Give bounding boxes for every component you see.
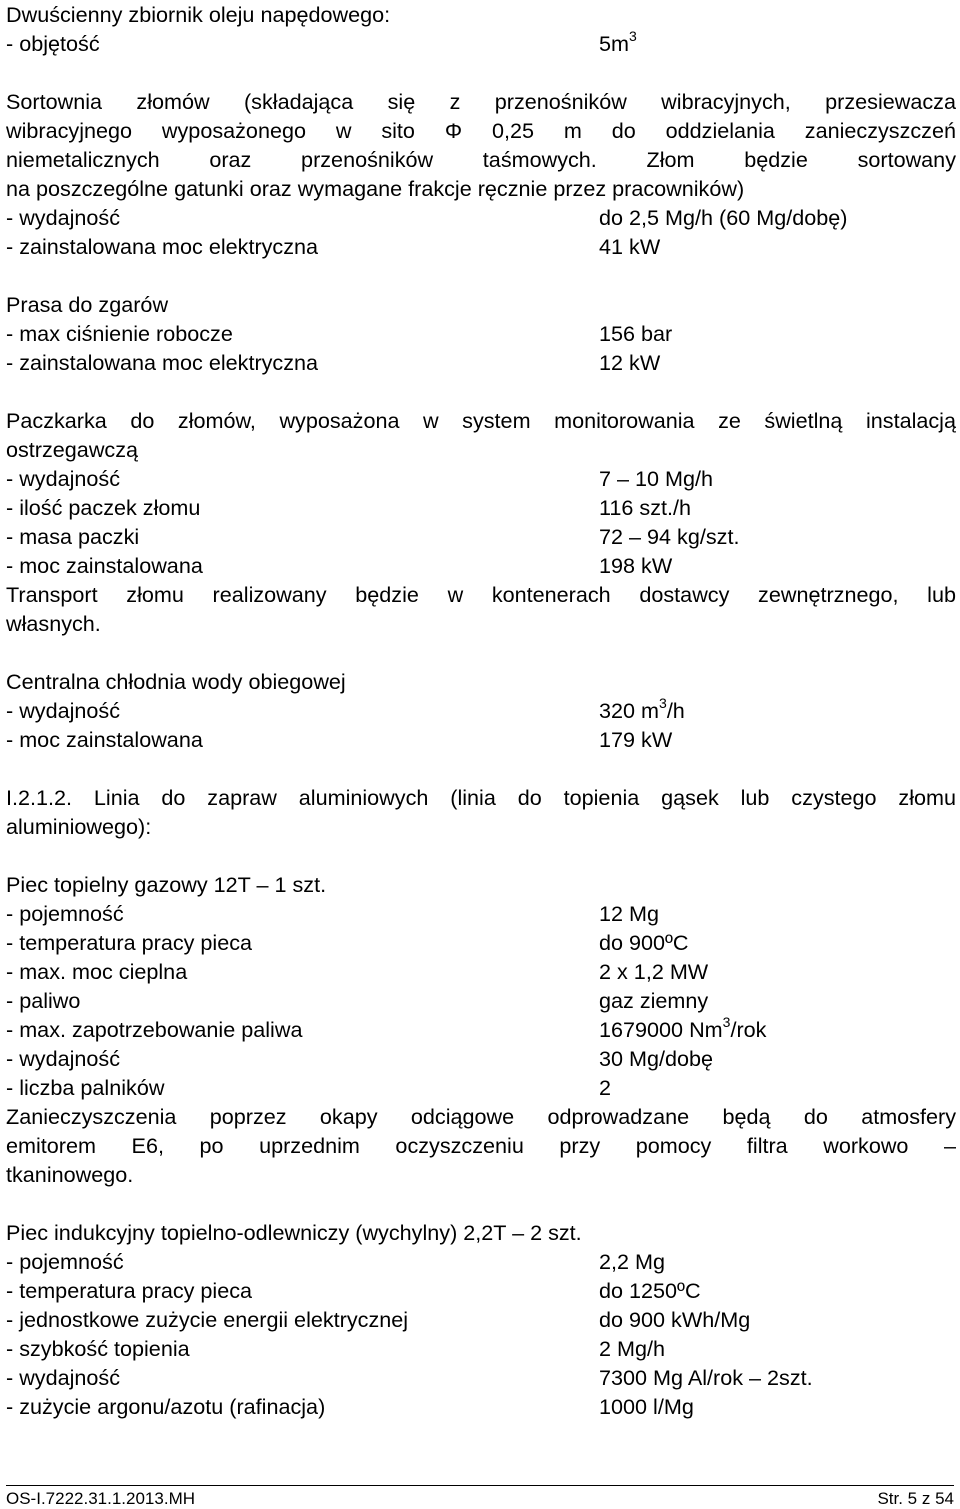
param-row	[6, 1247, 956, 1276]
param-label: - max. zapotrzebowanie paliwa	[6, 1017, 303, 1042]
document-id: OS-I.7222.31.1.2013.MH	[6, 1489, 196, 1508]
emission-line: tkaninowego.	[6, 1162, 134, 1187]
param-value: 198 kW	[599, 553, 673, 578]
baler-line: ostrzegawczą	[6, 437, 139, 462]
param-row	[6, 319, 956, 348]
param-label: - wydajność	[6, 466, 121, 491]
param-value: 12 kW	[599, 350, 661, 375]
param-row	[6, 551, 956, 580]
cooler-capacity-unit: /h	[666, 698, 685, 723]
param-row	[6, 928, 956, 957]
section-heading	[6, 783, 956, 812]
param-row	[6, 1392, 956, 1421]
param-row	[6, 899, 956, 928]
param-value: 41 kW	[599, 234, 661, 259]
superscript: 3	[722, 1013, 731, 1030]
param-value: 7300 Mg Al/rok – 2szt.	[599, 1365, 813, 1390]
paragraph-line	[6, 116, 956, 145]
param-row	[6, 232, 956, 261]
transport-line: Transport złomu realizowany będzie w kontenerach dostawcy zewnętrznego, lub	[6, 582, 956, 607]
param-row	[6, 203, 956, 232]
paragraph-line	[6, 1102, 956, 1131]
tank-title-text: Dwuścienny zbiornik oleju napędowego:	[6, 2, 391, 27]
param-label: - pojemność	[6, 901, 124, 926]
param-label: - wydajność	[6, 698, 121, 723]
cooler-capacity-value: 320 m	[599, 698, 660, 723]
paragraph-line	[6, 87, 956, 116]
paragraph-line	[6, 1160, 956, 1189]
baler-line: Paczkarka do złomów, wyposażona w system monitorowania ze świetlną instalacją	[6, 408, 956, 433]
sorting-line: na poszczególne gatunki oraz wymagane frakcje ręcznie przez pracowników)	[6, 176, 745, 201]
param-value	[599, 29, 637, 58]
sorting-line: wibracyjnego wyposażonego w sito Φ 0,25 m do oddzielania zanieczyszczeń	[6, 118, 956, 143]
tank-title	[6, 0, 956, 29]
section-heading	[6, 812, 956, 841]
param-row	[6, 1334, 956, 1363]
footer-divider	[6, 1485, 954, 1486]
param-value	[599, 1015, 766, 1044]
param-label: - jednostkowe zużycie energii elektrycznej	[6, 1307, 409, 1332]
param-row	[6, 1305, 956, 1334]
param-row	[6, 493, 956, 522]
tank-volume-value: 5m	[599, 31, 629, 56]
param-value: 156 bar	[599, 321, 673, 346]
param-row	[6, 464, 956, 493]
emission-line: emitorem E6, po uprzednim oczyszczeniu przy pomocy filtra workowo –	[6, 1133, 956, 1158]
param-value: 2 x 1,2 MW	[599, 959, 709, 984]
param-row	[6, 696, 956, 725]
superscript: 3	[659, 694, 667, 711]
press-title: Prasa do zgarów	[6, 292, 169, 317]
spacer	[6, 58, 956, 87]
paragraph-line	[6, 435, 956, 464]
param-label: - objętość	[6, 31, 100, 56]
param-value: 179 kW	[599, 727, 673, 752]
section-title	[6, 290, 956, 319]
cooler-title: Centralna chłodnia wody obiegowej	[6, 669, 346, 694]
page-footer	[6, 1488, 954, 1509]
transport-line: własnych.	[6, 611, 101, 636]
spacer	[6, 261, 956, 290]
section-heading-line: aluminiowego):	[6, 814, 152, 839]
param-value: 2 Mg/h	[599, 1336, 666, 1361]
param-label: - wydajność	[6, 205, 121, 230]
page-number: Str. 5 z 54	[877, 1489, 954, 1508]
param-value: do 900 kWh/Mg	[599, 1307, 751, 1332]
param-label: - temperatura pracy pieca	[6, 930, 253, 955]
param-label: - liczba palników	[6, 1075, 165, 1100]
param-label: - wydajność	[6, 1046, 121, 1071]
param-row	[6, 29, 956, 58]
section-heading-line: I.2.1.2. Linia do zapraw aluminiowych (linia do topienia gąsek lub czystego złomu	[6, 785, 956, 810]
param-row	[6, 522, 956, 551]
param-row	[6, 1276, 956, 1305]
param-label: - max. moc cieplna	[6, 959, 188, 984]
param-row	[6, 1015, 956, 1044]
paragraph-line	[6, 145, 956, 174]
param-label: - moc zainstalowana	[6, 553, 203, 578]
param-label: - temperatura pracy pieca	[6, 1278, 253, 1303]
param-row	[6, 986, 956, 1015]
sorting-line: niemetalicznych oraz przenośników taśmowych. Złom będzie sortowany	[6, 147, 956, 172]
param-label: - pojemność	[6, 1249, 124, 1274]
param-value: 116 szt./h	[599, 495, 692, 520]
paragraph-line	[6, 174, 956, 203]
param-value: 12 Mg	[599, 901, 660, 926]
param-label: - paliwo	[6, 988, 81, 1013]
param-label: - masa paczki	[6, 524, 140, 549]
emission-line: Zanieczyszczenia poprzez okapy odciągowe odprowadzane będą do atmosfery	[6, 1104, 956, 1129]
param-label: - zainstalowana moc elektryczna	[6, 350, 319, 375]
spacer	[6, 1189, 956, 1218]
param-value: 2,2 Mg	[599, 1249, 666, 1274]
param-value: gaz ziemny	[599, 988, 709, 1013]
param-value	[599, 696, 685, 725]
param-value: 30 Mg/dobę	[599, 1046, 714, 1071]
fuel-unit: /rok	[730, 1017, 767, 1042]
sorting-line: Sortownia złomów (składająca się z przenośników wibracyjnych, przesiewacza	[6, 89, 956, 114]
param-label: - max ciśnienie robocze	[6, 321, 233, 346]
param-label: - ilość paczek złomu	[6, 495, 201, 520]
param-row	[6, 348, 956, 377]
induction-furnace-title: Piec indukcyjny topielno-odlewniczy (wychylny) 2,2T – 2 szt.	[6, 1220, 582, 1245]
param-row	[6, 725, 956, 754]
section-title	[6, 870, 956, 899]
gas-furnace-title: Piec topielny gazowy 12T – 1 szt.	[6, 872, 327, 897]
param-label: - zużycie argonu/azotu (rafinacja)	[6, 1394, 326, 1419]
param-value: do 2,5 Mg/h (60 Mg/dobę)	[599, 205, 848, 230]
param-row	[6, 1363, 956, 1392]
param-row	[6, 1044, 956, 1073]
param-value: 2	[599, 1075, 612, 1100]
param-label: - moc zainstalowana	[6, 727, 203, 752]
param-value: 1000 l/Mg	[599, 1394, 694, 1419]
superscript: 3	[629, 27, 637, 44]
param-label: - zainstalowana moc elektryczna	[6, 234, 319, 259]
paragraph-line	[6, 580, 956, 609]
param-value: do 900ºC	[599, 930, 689, 955]
param-row	[6, 1073, 956, 1102]
param-value: 7 – 10 Mg/h	[599, 466, 714, 491]
spacer	[6, 377, 956, 406]
param-value: do 1250ºC	[599, 1278, 701, 1303]
spacer	[6, 638, 956, 667]
paragraph-line	[6, 406, 956, 435]
spacer	[6, 754, 956, 783]
section-title	[6, 1218, 956, 1247]
paragraph-line	[6, 609, 956, 638]
param-label: - szybkość topienia	[6, 1336, 190, 1361]
document-body	[6, 0, 956, 1421]
spacer	[6, 841, 956, 870]
fuel-value: 1679000 Nm	[599, 1017, 723, 1042]
paragraph-line	[6, 1131, 956, 1160]
param-value: 72 – 94 kg/szt.	[599, 524, 740, 549]
param-label: - wydajność	[6, 1365, 121, 1390]
param-row	[6, 957, 956, 986]
section-title	[6, 667, 956, 696]
